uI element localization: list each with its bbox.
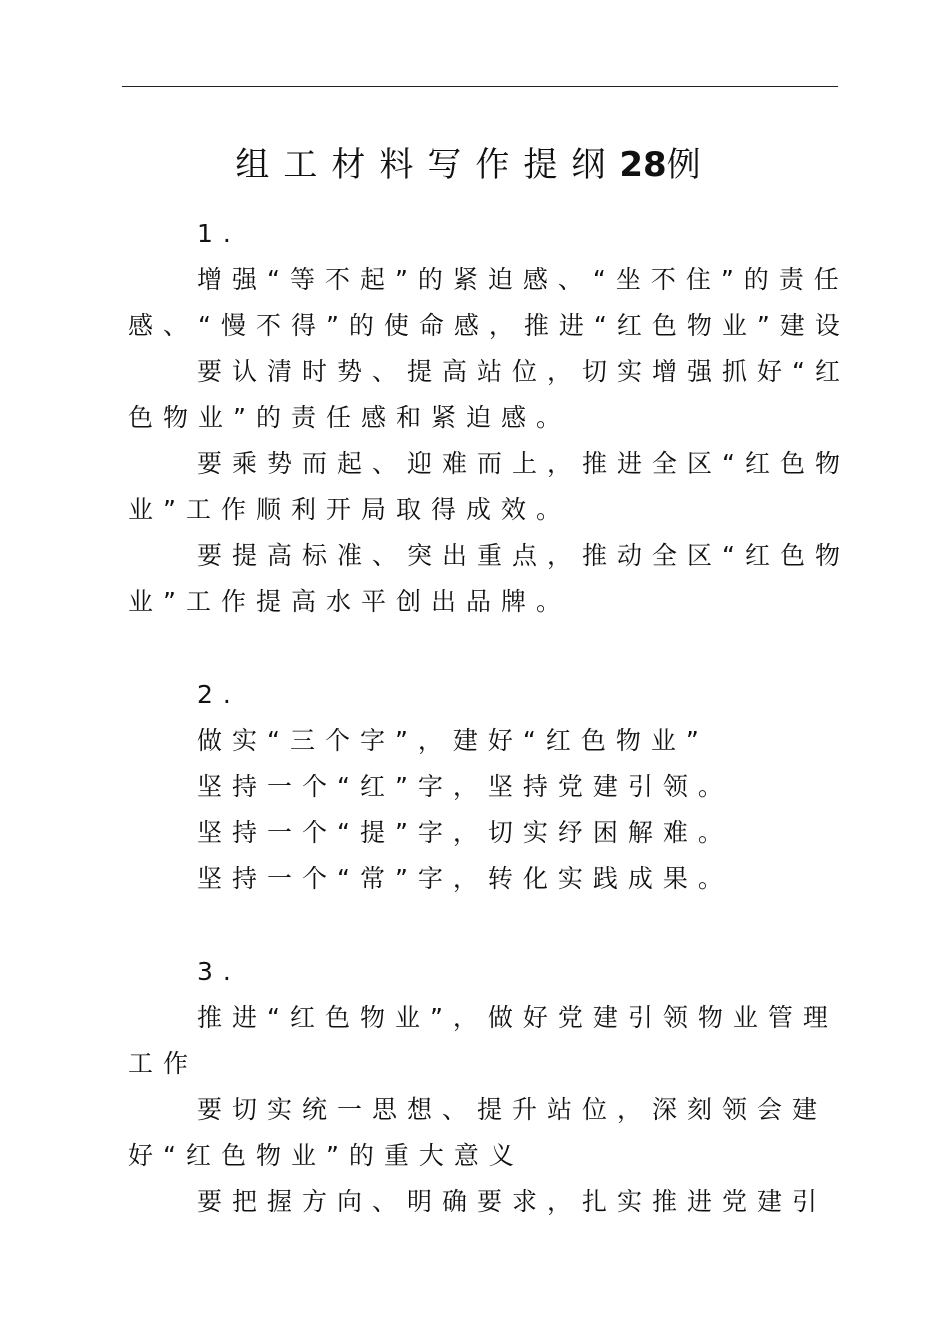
- paragraph-line: 坚持一个“红”字，坚持党建引领。: [197, 772, 733, 801]
- paragraph-line: 要提高标准、突出重点，推动全区“红色物: [197, 541, 850, 570]
- section-1-heading: 增强“等不起”的紧迫感、“坐不住”的责任: [197, 265, 849, 294]
- title-number: 28: [619, 145, 667, 185]
- section-2-number: 2.: [197, 680, 241, 709]
- section-3-heading-cont: 工作: [128, 1049, 199, 1078]
- paragraph-line: 坚持一个“提”字，切实纾困解难。: [197, 818, 733, 847]
- section-3-heading: 推进“红色物业”，做好党建引领物业管理: [197, 1003, 838, 1032]
- paragraph-line: 要把握方向、明确要求，扎实推进党建引: [197, 1187, 828, 1216]
- section-1-number: 1.: [197, 219, 241, 248]
- paragraph-line: 要认清时势、提高站位，切实增强抓好“红: [197, 357, 850, 386]
- section-2-heading: 做实“三个字”，建好“红色物业”: [197, 726, 709, 755]
- title-text: 组工材料写作提纲: [235, 145, 620, 185]
- paragraph-line: 要乘势而起、迎难而上，推进全区“红色物: [197, 449, 850, 478]
- paragraph-line: 业”工作提高水平创出品牌。: [128, 587, 571, 616]
- paragraph-line: 坚持一个“常”字，转化实践成果。: [197, 864, 733, 893]
- header-rule: [122, 86, 838, 87]
- page-title: [0, 140, 950, 190]
- paragraph-line: 要切实统一思想、提升站位，深刻领会建: [197, 1095, 828, 1124]
- paragraph-line: 色物业”的责任感和紧迫感。: [128, 403, 571, 432]
- paragraph-line: 好“红色物业”的重大意义: [128, 1141, 524, 1170]
- section-1-heading-cont: 感、“慢不得”的使命感，推进“红色物业”建设: [128, 311, 850, 340]
- paragraph-line: 业”工作顺利开局取得成效。: [128, 495, 571, 524]
- title-suffix: 例: [666, 145, 715, 185]
- section-3-number: 3.: [197, 957, 241, 986]
